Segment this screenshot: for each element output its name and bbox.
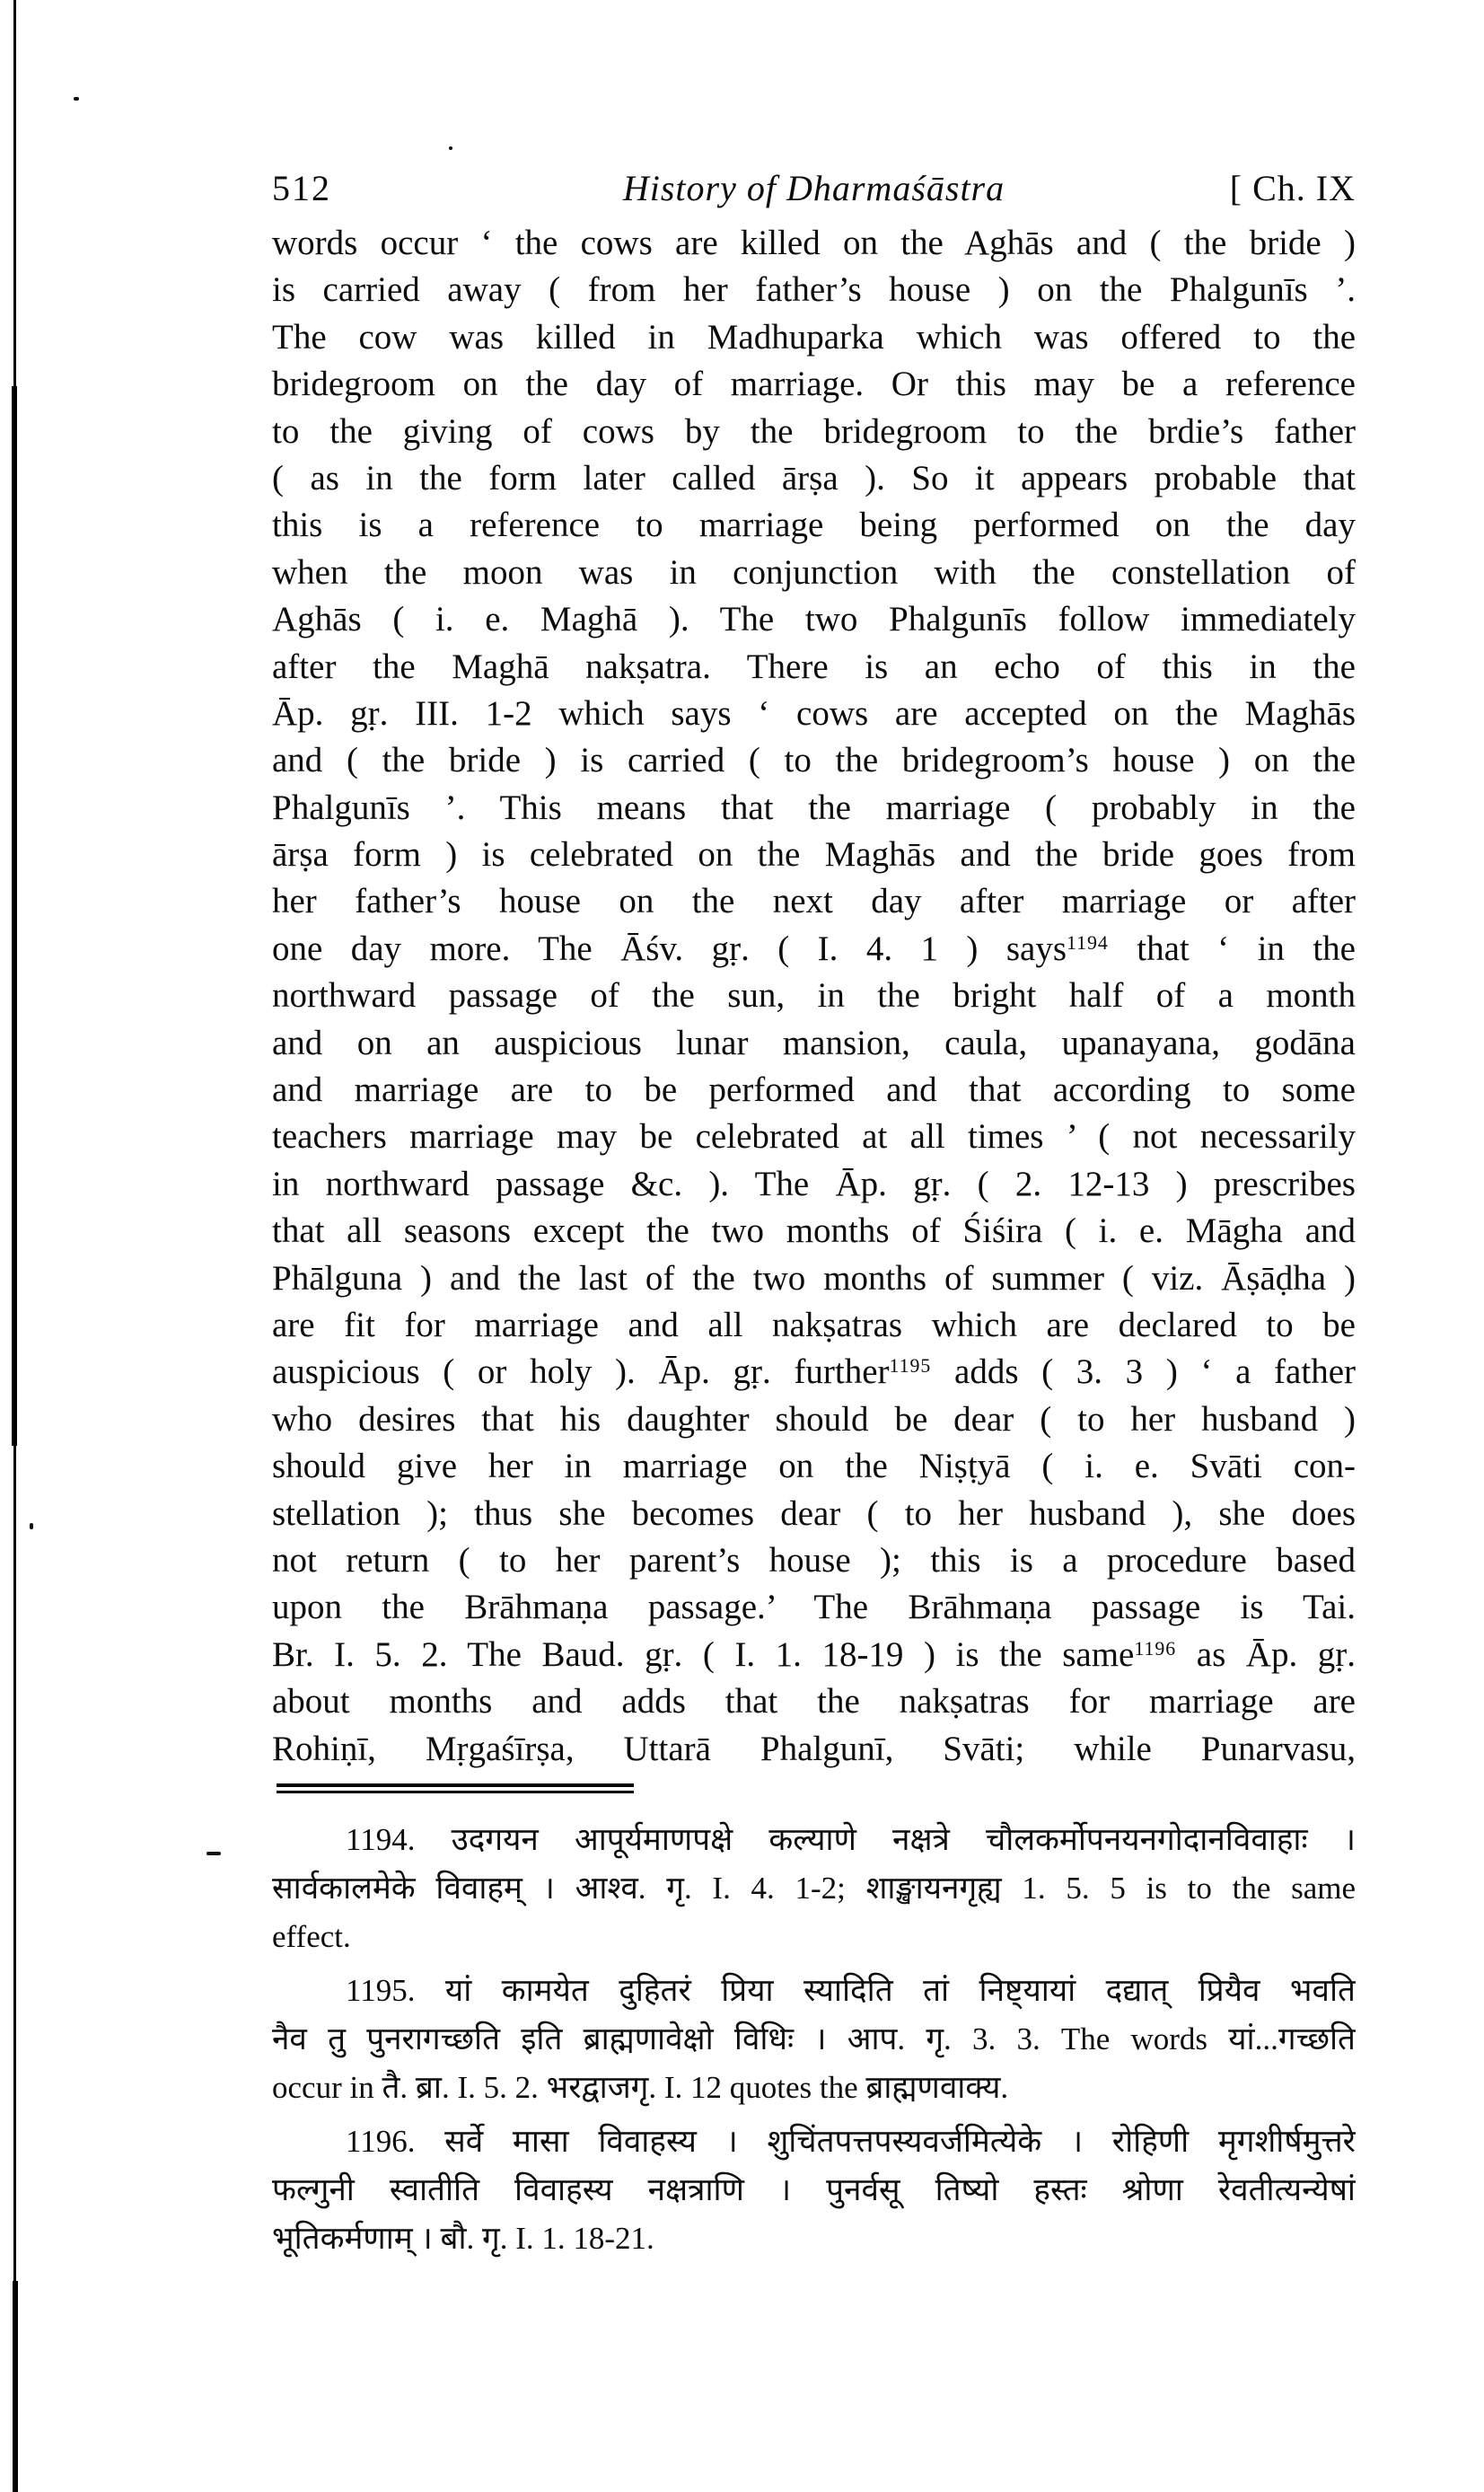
footnote-line: भूतिकर्मणाम् । बौ. गृ. I. 1. 18-21. [272,2221,654,2256]
footnote-1194 [272,1816,1356,1961]
body-line: and ( the bride ) is carried ( to the bridegroom’s house ) on the [272,741,1356,780]
body-line: teachers marriage may be celebrated at all times ’ ( not necessarily [272,1117,1356,1157]
body-line: in northward passage &c. ). The Āp. gṛ. ( 2. 12-13 ) prescribes [272,1164,1356,1203]
body-line: Phalgunīs ’. This means that the marriage ( probably in the [272,788,1356,827]
footnote-line: occur in तै. ब्रा. I. 5. 2. भरद्वाजगृ. I. 12 quotes the ब्राह्मणवाक्य. [272,2070,1009,2105]
page-number: 512 [272,168,331,208]
footnote-line: 1196. सर्वे मासा विवाहस्य । शुचिंतपत्तपस्यवर्जमित्येके । रोहिणी मृगशीर्षमुत्तरे [346,2124,1356,2159]
body-line: not return ( to her parent’s house ); this is a procedure based [272,1540,1356,1580]
body-line: to the giving of cows by the bridegroom to the brdie’s father [272,411,1356,451]
body-line: that all seasons except the two months of Śiśira ( i. e. Māgha and [272,1211,1356,1251]
body-line: stellation ); thus she becomes dear ( to her husband ), she does [272,1493,1356,1533]
body-line: The cow was killed in Madhuparka which was offered to the [272,317,1356,357]
footnote-line: effect. [272,1919,351,1954]
body-text [272,220,1356,1773]
body-line: words occur ‘ the cows are killed on the Aghās and ( the bride ) [272,224,1356,262]
body-line: are fit for marriage and all nakṣatras which are declared to be [272,1305,1356,1344]
footnote-ref: 1196 [1134,1637,1177,1660]
footnote-line: फल्गुनी स्वातीति विवाहस्य नक्षत्राणि । पुनर्वसू तिष्यो हस्तः श्रोणा रेवतीत्यन्येषां [272,2172,1356,2207]
body-line: Rohiṇī, Mṛgaśīrṣa, Uttarā Phalgunī, Svāti; while Punarvasu, [272,1729,1356,1768]
body-line: one day more. The Āśv. gṛ. ( I. 4. 1 ) says$^{1194}$ that ‘ in the [272,929,1356,968]
footnote-ref: 1195 [889,1355,932,1378]
footnote-1195 [272,1967,1356,2112]
footnote-line: 1195. यां कामयेत दुहितरं प्रिया स्यादिति तां निष्ट्यायां दद्यात् प्रियैव भवति [346,1973,1356,2008]
body-line: should give her in marriage on the Niṣṭyā ( i. e. Svāti con- [272,1447,1356,1486]
body-line: who desires that his daughter should be dear ( to her husband ) [272,1399,1356,1439]
footnotes-section [272,1816,1356,2263]
footnote-separator [277,1783,634,1793]
footnote-line: नैव तु पुनरागच्छति इति ब्राह्मणावेक्षो विधिः । आप. गृ. 3. 3. The words यां...गच्छति [272,2021,1356,2056]
body-line: upon the Brāhmaṇa passage.’ The Brāhmaṇa passage is Tai. [272,1588,1356,1627]
scan-speck [30,1523,33,1529]
chapter-label: [ Ch. IX [1229,168,1356,208]
body-line: Br. I. 5. 2. The Baud. gṛ. ( I. 1. 18-19 ) is the same$^{1196}$ as Āp. gṛ. [272,1634,1356,1674]
body-line: ārṣa form ) is celebrated on the Maghās and the bride goes from [272,835,1356,875]
body-line: auspicious ( or holy ). Āp. gṛ. further$^{1195}$ adds ( 3. 3 ) ‘ a father [272,1352,1356,1392]
body-line: and on an auspicious lunar mansion, caula, upanayana, godāna [272,1023,1356,1062]
footnote-line: सार्वकालमेके विवाहम् । आश्व. गृ. I. 4. 1-2; शाङ्खायनगृह्य 1. 5. 5 is to the same [272,1871,1356,1906]
scan-edge-artifact [13,2281,18,2492]
running-title: History of Dharmaśāstra [622,168,1005,208]
body-line: when the moon was in conjunction with the constellation of [272,552,1356,592]
body-line: and marriage are to be performed and that according to some [272,1070,1356,1110]
body-line: Phālguna ) and the last of the two months of summer ( viz. Āṣāḍha ) [272,1258,1356,1298]
body-line: Āp. gṛ. III. 1-2 which says ‘ cows are accepted on the Maghās [272,693,1356,733]
body-line: her father’s house on the next day after marriage or after [272,882,1356,921]
body-line: bridegroom on the day of marriage. Or this may be a reference [272,365,1356,404]
footnote-line: 1194. उदगयन आपूर्यमाणपक्षे कल्याणे नक्षत्रे चौलकर्मोपनयनगोदानविवाहाः । [346,1822,1356,1857]
page-header [272,167,1356,209]
footnote-ref: 1194 [1067,931,1109,954]
body-line: about months and adds that the nakṣatras for marriage are [272,1682,1356,1722]
body-line: this is a reference to marriage being performed on the day [272,506,1356,545]
body-line: is carried away ( from her father’s house ) on the Phalgunīs ’. [272,270,1356,310]
scan-edge-artifact [12,386,17,1446]
body-line: ( as in the form later called ārṣa ). So it appears probable that [272,458,1356,498]
footnote-1196 [272,2118,1356,2263]
scan-speck [449,146,452,150]
body-line: northward passage of the sun, in the bright half of a month [272,976,1356,1016]
scan-speck [206,1852,221,1855]
body-line: Aghās ( i. e. Maghā ). The two Phalgunīs follow immediately [272,600,1356,639]
body-line: after the Maghā nakṣatra. There is an echo of this in the [272,647,1356,686]
scan-speck [74,97,79,101]
